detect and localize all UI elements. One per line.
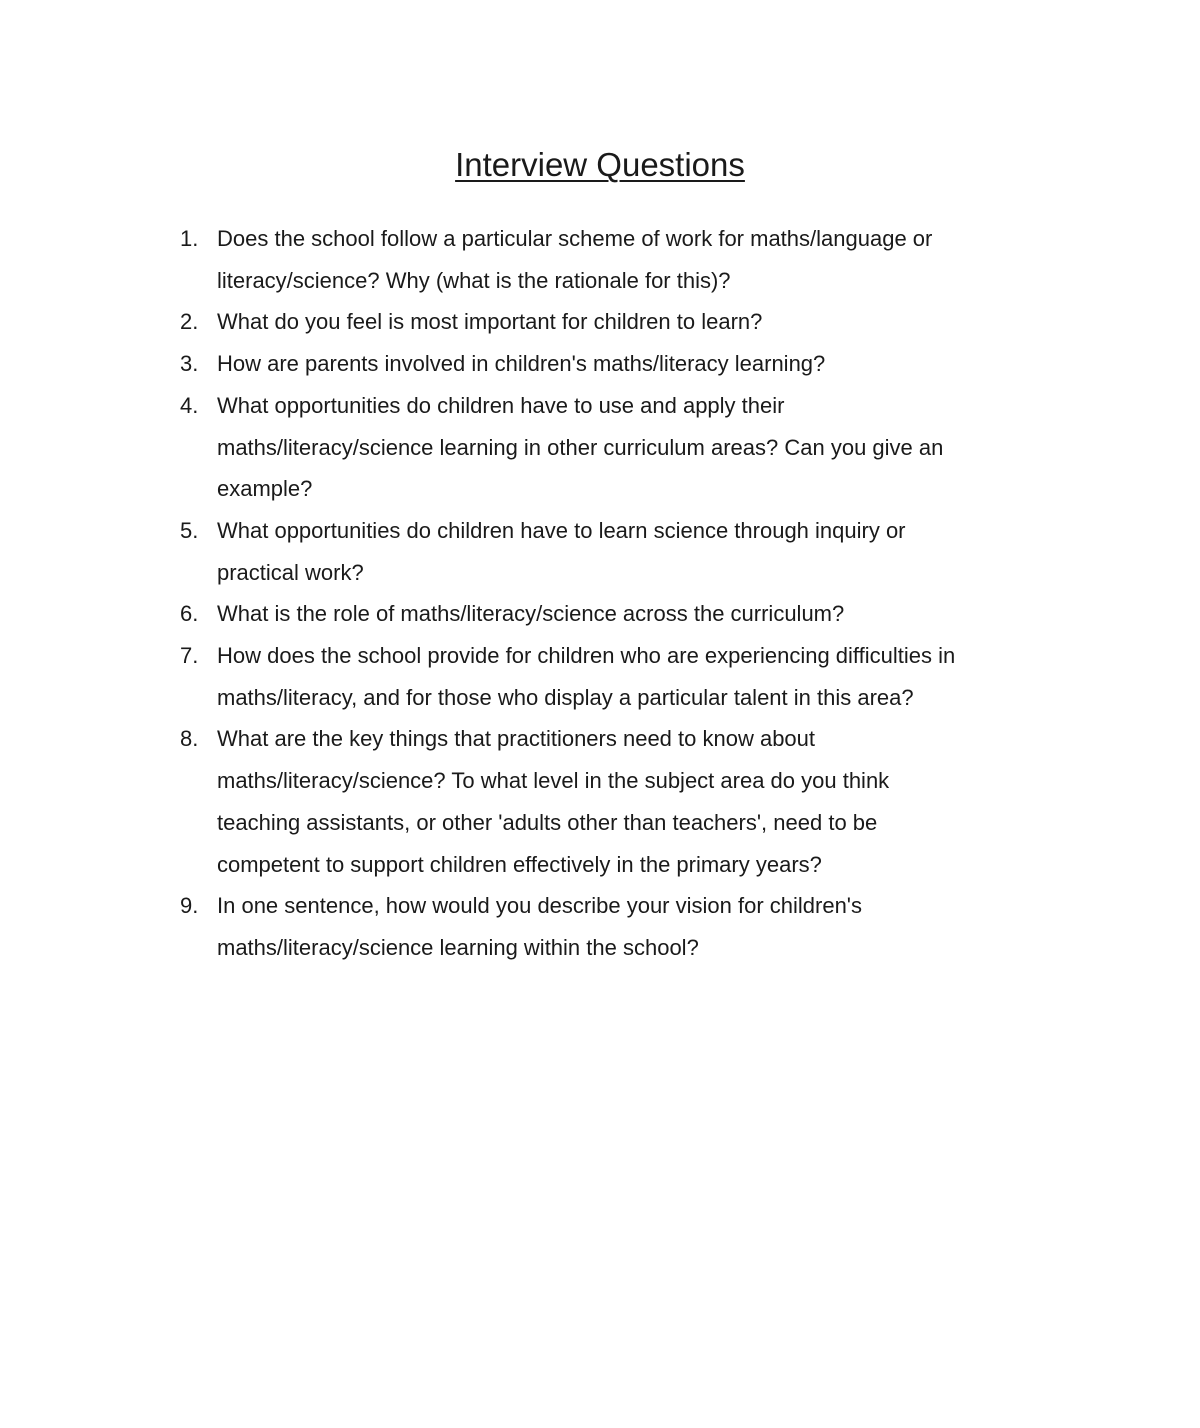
question-number: 9.: [180, 893, 199, 919]
question-item: [180, 718, 1040, 885]
question-text-line: What are the key things that practitioners need to know about: [217, 726, 816, 752]
question-text-line: example?: [217, 476, 313, 502]
question-text-line: How does the school provide for children who are experiencing difficulties in: [217, 643, 956, 669]
question-item: [180, 218, 1040, 301]
question-text: [217, 343, 1040, 385]
question-text-line: What do you feel is most important for children to learn?: [217, 309, 763, 335]
question-text: [217, 718, 1040, 885]
question-text: [217, 885, 1040, 968]
question-number: 7.: [180, 643, 199, 669]
question-item: [180, 885, 1040, 968]
question-item: [180, 301, 1040, 343]
question-number: 1.: [180, 226, 199, 251]
question-text-line: practical work?: [217, 559, 364, 585]
question-text: [217, 385, 1040, 510]
question-text-line: How are parents involved in children's maths/literacy learning?: [217, 351, 826, 377]
question-item: [180, 385, 1040, 510]
question-number: 2.: [180, 309, 199, 335]
question-text-line: maths/literacy/science? To what level in the subject area do you think: [217, 768, 890, 794]
question-text-line: maths/literacy/science learning in other curriculum areas? Can you give an: [217, 434, 944, 460]
question-text: [217, 635, 1040, 718]
question-number: 6.: [180, 601, 199, 627]
question-text: [217, 510, 1040, 593]
question-text: [217, 593, 1040, 635]
question-text: [217, 301, 1040, 343]
question-number: 4.: [180, 392, 199, 418]
question-text-line: maths/literacy/science learning within the school?: [217, 934, 699, 960]
question-text: [217, 218, 1040, 301]
question-item: [180, 593, 1040, 635]
question-item: [180, 343, 1040, 385]
question-text-line: What opportunities do children have to learn science through inquiry or: [217, 517, 906, 543]
question-number: 5.: [180, 517, 199, 543]
page-title: Interview Questions: [455, 146, 745, 183]
question-text-line: What is the role of maths/literacy/science across the curriculum?: [217, 601, 845, 627]
question-number: 8.: [180, 726, 199, 752]
question-item: [180, 635, 1040, 718]
question-text-line: maths/literacy, and for those who display a particular talent in this area?: [217, 684, 914, 710]
question-text-line: competent to support children effectively in the primary years?: [217, 851, 822, 877]
question-text-line: teaching assistants, or other 'adults other than teachers', need to be: [217, 809, 878, 835]
question-text-line: Does the school follow a particular scheme of work for maths/language or: [217, 226, 933, 251]
question-text-line: In one sentence, how would you describe your vision for children's: [217, 893, 863, 919]
question-number: 3.: [180, 351, 199, 377]
question-text-line: What opportunities do children have to use and apply their: [217, 392, 785, 418]
question-list: [180, 218, 1040, 969]
question-text-line: literacy/science? Why (what is the rationale for this)?: [217, 267, 731, 293]
question-item: [180, 510, 1040, 593]
